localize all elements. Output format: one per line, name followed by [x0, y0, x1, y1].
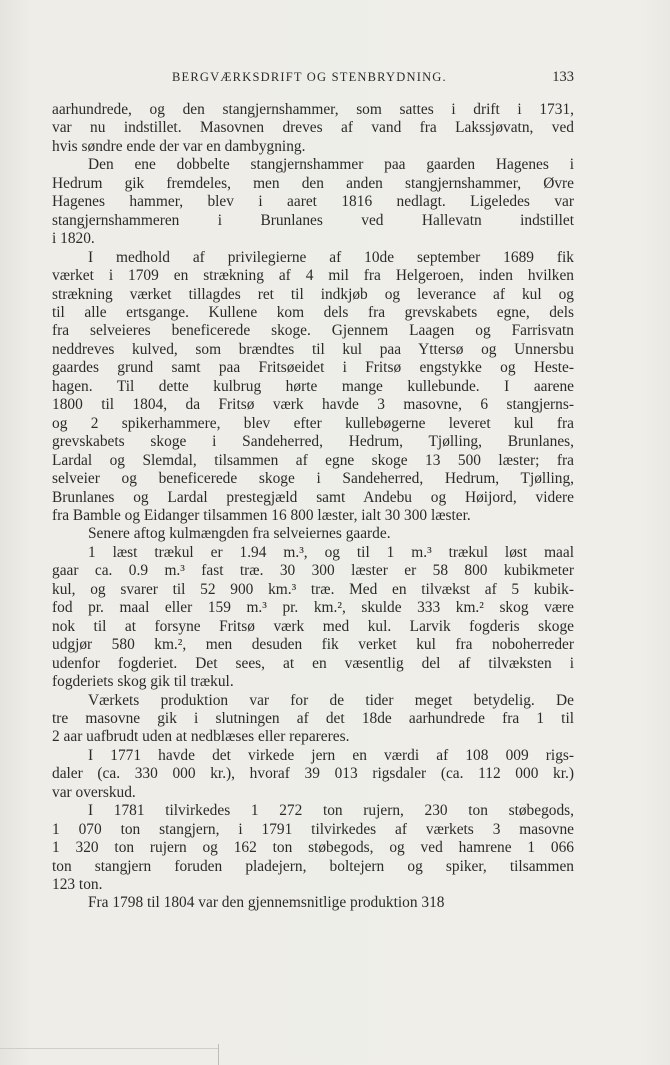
text-line: 1 070 ton stangjern, i 1791 tilvirkedes af værkets 3 masovne — [52, 820, 574, 838]
text-line: tre masovne gik i slutningen af det 18de aarhundrede fra 1 til — [52, 709, 574, 727]
scan-edge-line — [0, 1048, 218, 1049]
text-line: 2 aar uafbrudt uden at nedblæses eller repareres. — [52, 728, 350, 746]
text-line: var overskud. — [52, 783, 136, 801]
text-line: kul, og svarer til 52 900 km.³ træ. Med en tilvækst af 5 kubik- — [52, 580, 574, 598]
text-line: udgjør 580 km.², men desuden fik verket kul fra noboherreder — [52, 636, 574, 654]
text-line: i 1820. — [52, 230, 95, 248]
text-line: aarhundrede, og den stangjernshammer, som sattes i drift i 1731, — [52, 101, 574, 118]
text-line: ton stangjern foruden pladejern, boltejern og spiker, tilsammen — [52, 857, 574, 875]
page-header — [52, 70, 574, 90]
text-line: hagen. Til dette kulbrug hørte mange kullebunde. I aarene — [52, 377, 574, 395]
text-line: I medhold af privilegierne af 10de september 1689 fik — [88, 248, 574, 266]
text-line: fogderiets skog gik til trækul. — [52, 673, 234, 691]
scan-edge-tick — [218, 1044, 219, 1065]
text-line: Brunlanes og Lardal prestegjæld samt Andebu og Høijord, videre — [52, 488, 574, 506]
text-line: 1 læst trækul er 1.94 m.³, og til 1 m.³ trækul løst maal — [88, 543, 574, 561]
text-line: Hedrum gik fremdeles, men den anden stangjernshammer, Øvre — [52, 174, 574, 192]
text-line: til alle ertsgange. Kullene kom dels fra grevskabets egne, dels — [52, 303, 574, 321]
text-line: Hagenes hammer, blev i aaret 1816 nedlagt. Ligeledes var — [52, 193, 574, 211]
text-line: 123 ton. — [52, 876, 103, 894]
text-line: fra selveieres beneficerede skoge. Gjennem Laagen og Farrisvatn — [52, 322, 574, 340]
text-line: Senere aftog kulmængden fra selveiernes gaarde. — [88, 525, 391, 543]
text-line: og 2 spikerhammere, blev efter kullebøgerne leveret kul fra — [52, 414, 574, 432]
text-line: var nu indstillet. Masovnen dreves af vand fra Lakssjøvatn, ved — [52, 119, 574, 137]
paragraph — [52, 894, 574, 912]
text-line: gaardes grund samt paa Fritsøeidet i Fritsø engstykke og Heste- — [52, 359, 574, 377]
text-line: 1800 til 1804, da Fritsø værk havde 3 masovne, 6 stangjerns- — [52, 396, 574, 414]
text-line: selveier og beneficerede skoge i Sandeherred, Hedrum, Tjølling, — [52, 470, 574, 488]
paragraph — [52, 544, 574, 692]
text-line: neddreves kulved, som brændtes til kul paa Yttersø og Unnersbu — [52, 340, 574, 358]
body-text — [52, 101, 574, 913]
text-line: udenfor fogderiet. Det sees, at en væsentlig del af tilvæksten i — [52, 654, 574, 672]
text-line: Den ene dobbelte stangjernshammer paa gaarden Hagenes i — [88, 156, 574, 174]
text-line: værket i 1709 en strækning af 4 mil fra Helgeroen, inden hvilken — [52, 267, 574, 285]
page-number: 133 — [552, 69, 574, 85]
paragraph — [52, 525, 574, 543]
text-line: nok til at forsyne Fritsø værk med kul. Larvik fogderis skoge — [52, 617, 574, 635]
text-line: I 1771 havde det virkede jern en værdi af 108 009 rigs- — [88, 746, 574, 764]
text-line: fod pr. maal eller 159 m.³ pr. km.², skulde 333 km.² skog være — [52, 599, 574, 617]
paragraph — [52, 249, 574, 526]
text-line: grevskabets skoge i Sandeherred, Hedrum, Tjølling, Brunlanes, — [52, 433, 574, 451]
text-line: strækning værket tillagdes ret til indkjøb og leverance af kul og — [52, 285, 574, 303]
text-line: daler (ca. 330 000 kr.), hvoraf 39 013 rigsdaler (ca. 112 000 kr.) — [52, 765, 574, 783]
text-line: Værkets produktion var for de tider meget betydelig. De — [88, 691, 574, 709]
paragraph — [52, 156, 574, 248]
text-line: fra Bamble og Eidanger tilsammen 16 800 læster, ialt 30 300 læster. — [52, 506, 471, 524]
paragraph — [52, 101, 574, 156]
paragraph — [52, 802, 574, 894]
text-line: gaar ca. 0.9 m.³ fast træ. 30 300 læster er 58 800 kubikmeter — [52, 562, 574, 580]
text-line: I 1781 tilvirkedes 1 272 ton rujern, 230 ton støbegods, — [88, 802, 574, 820]
text-line: Fra 1798 til 1804 var den gjennemsnitlige produktion 318 — [88, 894, 445, 912]
running-title: BERGVÆRKSDRIFT OG STENBRYDNING. — [172, 70, 447, 84]
text-line: 1 320 ton rujern og 162 ton støbegods, og ved hamrene 1 066 — [52, 839, 574, 857]
paragraph — [52, 747, 574, 802]
text-line: hvis søndre ende der var en dambygning. — [52, 137, 306, 155]
text-line: Lardal og Slemdal, tilsammen af egne skoge 13 500 læster; fra — [52, 451, 574, 469]
text-line: stangjernshammeren i Brunlanes ved Hallevatn indstillet — [52, 211, 574, 229]
paragraph — [52, 692, 574, 747]
